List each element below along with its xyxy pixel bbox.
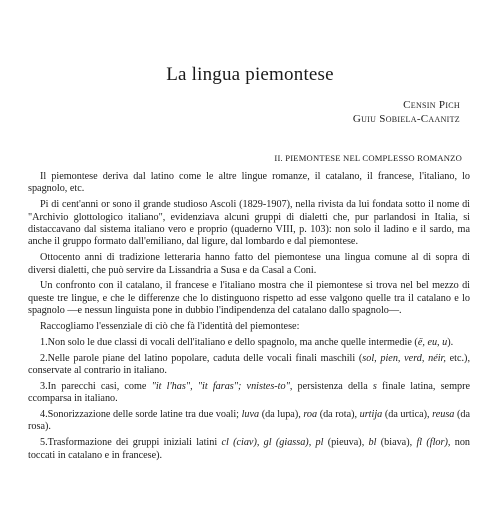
list-item: 1.Non solo le due classi di vocali dell'italiano e dello spagnolo, ma anche quelle intermedie (ë, eu, u). xyxy=(40,336,454,348)
author-name: Censin Pich xyxy=(403,99,460,111)
list-item: 2.Nelle parole piane del latino popolare, caduta delle vocali finali maschili (sol, pien, verd, néir, etc.), conservate al contrario in italiano. xyxy=(28,352,470,377)
paragraph: Il piemontese deriva dal latino come le altre lingue romanze, il catalano, il francese, l'italiano, lo spagnolo, etc. xyxy=(28,171,470,195)
paragraph: Raccogliamo l'essenziale di ciò che fà l'identità del piemontese: xyxy=(40,321,300,333)
section-heading: II. PIEMONTESE NEL COMPLESSO ROMANZO xyxy=(274,153,462,163)
list-item: 3.In parecchi casi, come "it l'has", "it faras"; vnistes-to", persistenza della s finale latina, sempre ccomparsa in italiano. xyxy=(28,380,470,405)
paragraph: Ottocento anni di tradizione letteraria hanno fatto del piemontese una lingua comune al di sopra di diversi dialetti, che può servire da Lissandria a Susa e da Casal a Coni. xyxy=(28,252,470,276)
list-item: 5.Trasformazione dei gruppi iniziali latini cl (ciav), gl (giassa), pl (pieuva), bl (biava), fl (flor), non toccati in catalano e in francese). xyxy=(28,437,471,461)
list-item: 4.Sonorizzazione delle sorde latine tra due voali; luva (da lupa), roa (da rota), urtija (da urtica), reusa (da rosa). xyxy=(28,409,470,433)
author-name: Guiu Sobiela-Caanitz xyxy=(352,113,460,125)
article-title: La lingua piemontese xyxy=(166,64,334,85)
paragraph: Un confronto con il catalano, il francese e l'italiano mostra che il piemontese si trova nel bel mezzo di queste tre lingue, e che le differenze che lo distinguono rispetto ad esse valgono quelle tra il catalano e lo spagnolo —e nessun linguista pone in dubbio l'indipendenza del catalano dallo spagnolo—. xyxy=(28,280,470,317)
paragraph: Pi di cent'anni or sono il grande studioso Ascoli (1829-1907), nella rivista da lui fondata sotto il nome di "Archivio glottologico italiano", evidenziava alcuni gruppi di dialetti che, pur parlandosi in Italia, si distaccavano dal sistema italiano vero e proprio (quaderno VIII, p. 103): non solo il ladino e il sardo, ma anche il gruppo formato dall'emiliano, dal ligure, dal lombardo e dal piemontese. xyxy=(28,199,470,248)
article-body xyxy=(28,171,470,465)
authors-block xyxy=(353,98,460,126)
